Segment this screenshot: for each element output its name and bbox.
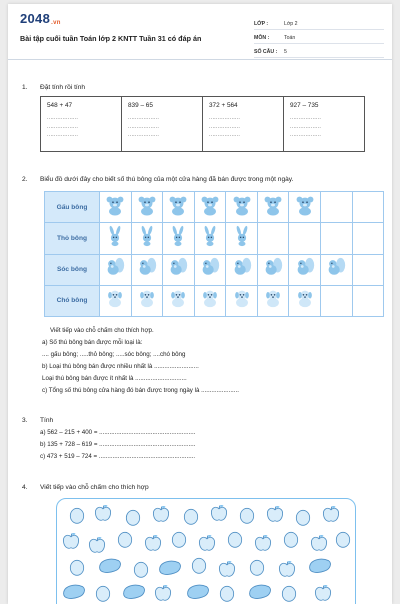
- pictograph-cell: [132, 255, 164, 285]
- puppy-icon: [167, 287, 189, 314]
- pictograph-cell: [321, 192, 353, 222]
- pictograph-cell: [226, 286, 258, 316]
- bunny-icon: [167, 225, 189, 252]
- squirrel-icon: [136, 256, 158, 283]
- q2-part-b: b) Loại thú bông bán được nhiều nhất là ..........................: [42, 363, 199, 370]
- document-title: Bài tập cuối tuần Toán lớp 2 KNTT Tuần 31 có đáp án: [20, 34, 202, 43]
- site-logo[interactable]: 2048.vn: [20, 11, 61, 26]
- fruit-picture-frame: [56, 498, 356, 604]
- pictograph-row: [45, 223, 383, 254]
- puppy-icon: [199, 287, 221, 314]
- puppy-icon: [104, 287, 126, 314]
- meta-info: [254, 16, 384, 58]
- meta-row-count: SỐ CÂU : 5: [254, 44, 384, 58]
- teddy-bear-icon: [231, 194, 253, 221]
- q3-number: 3.: [22, 417, 28, 424]
- puppy-icon: [136, 287, 158, 314]
- teddy-bear-icon: [199, 194, 221, 221]
- apple-icon: [321, 504, 341, 529]
- mango-icon: [157, 557, 183, 582]
- pictograph-cell: [353, 255, 384, 285]
- page-header: [8, 4, 392, 60]
- teddy-bear-icon: [136, 194, 158, 221]
- bunny-icon: [104, 225, 126, 252]
- apple-icon: [93, 503, 113, 528]
- pictograph-cell: [100, 255, 132, 285]
- apple-icon: [209, 503, 229, 528]
- q1-cell: 548 + 47 .................. .................. ..................: [41, 97, 122, 151]
- mango-icon: [121, 581, 147, 604]
- pictograph-cell: [321, 255, 353, 285]
- fruit-icon: [247, 557, 267, 582]
- meta-row-class: LỚP : Lớp 2: [254, 16, 384, 30]
- mango-icon: [185, 581, 211, 604]
- pictograph-cell: [258, 223, 290, 253]
- fruit-icon: [237, 505, 257, 530]
- q2-instruction: Viết tiếp vào chỗ chấm cho thích hợp.: [50, 327, 154, 334]
- teddy-bear-icon: [104, 194, 126, 221]
- mango-icon: [247, 581, 273, 604]
- fruit-icon: [93, 583, 113, 604]
- pictograph-cell: [289, 223, 321, 253]
- puppy-icon: [294, 287, 316, 314]
- pictograph-cell: [132, 192, 164, 222]
- apple-icon: [151, 504, 171, 529]
- mango-icon: [61, 581, 87, 604]
- pictograph-table: [44, 191, 384, 317]
- squirrel-icon: [199, 256, 221, 283]
- fruit-icon: [115, 529, 135, 554]
- pictograph-row: [45, 255, 383, 286]
- pictograph-cell: [100, 286, 132, 316]
- squirrel-icon: [231, 256, 253, 283]
- pictograph-cell: [163, 286, 195, 316]
- fruit-icon: [225, 529, 245, 554]
- meta-row-subject: MÔN : Toán: [254, 30, 384, 44]
- apple-icon: [313, 583, 333, 604]
- pictograph-cell: [353, 286, 384, 316]
- teddy-bear-icon: [294, 194, 316, 221]
- fruit-icon: [169, 529, 189, 554]
- pictograph-cell: [195, 255, 227, 285]
- fruit-icon: [67, 505, 87, 530]
- q1-cell: 927 – 735 .................. .................. ..................: [290, 102, 322, 138]
- q2-part-a: a) Số thú bông bán được mỗi loại là:: [42, 339, 143, 346]
- pictograph-cell: [258, 286, 290, 316]
- fruit-icon: [279, 583, 299, 604]
- q4-text: Viết tiếp vào chỗ chấm cho thích hợp: [40, 484, 149, 491]
- q1-text: Đặt tính rồi tính: [40, 84, 86, 91]
- puppy-icon: [262, 287, 284, 314]
- mango-icon: [307, 555, 333, 580]
- worksheet-page: [8, 4, 392, 604]
- puppy-icon: [231, 287, 253, 314]
- apple-icon: [277, 559, 297, 584]
- pictograph-cell: [289, 286, 321, 316]
- q1-cell: 372 + 564 .................. .................. ..................: [203, 97, 284, 151]
- pictograph-cell: [353, 192, 384, 222]
- apple-icon: [265, 504, 285, 529]
- q3-item-a: a) 562 – 215 + 400 = ........................................................: [40, 429, 196, 436]
- fruit-icon: [217, 583, 237, 604]
- pictograph-cell: [195, 192, 227, 222]
- pictograph-cell: [353, 223, 384, 253]
- squirrel-icon: [294, 256, 316, 283]
- q3-item-c: c) 473 + 519 – 724 = ........................................................: [40, 453, 196, 460]
- pictograph-cell: [289, 192, 321, 222]
- pictograph-cell: [258, 192, 290, 222]
- pictograph-row-label: Chó bông: [45, 286, 100, 316]
- q1-cell: 839 – 65 .................. .................. ..................: [122, 97, 203, 151]
- pictograph-row-label: Thỏ bông: [45, 223, 100, 253]
- pictograph-row: [45, 192, 383, 223]
- pictograph-cell: [195, 223, 227, 253]
- squirrel-icon: [167, 256, 189, 283]
- pictograph-cell: [226, 223, 258, 253]
- pictograph-row-label: Gấu bông: [45, 192, 100, 222]
- q2-part-a-blanks: .... gấu bông; .....thỏ bông; .....sóc bông; ....chó bông: [42, 351, 186, 358]
- pictograph-cell: [321, 286, 353, 316]
- bunny-icon: [199, 225, 221, 252]
- bunny-icon: [136, 225, 158, 252]
- fruit-icon: [181, 506, 201, 531]
- pictograph-cell: [321, 223, 353, 253]
- pictograph-cell: [226, 192, 258, 222]
- pictograph-row-label: Sóc bông: [45, 255, 100, 285]
- q1-table: [40, 96, 365, 152]
- pictograph-cell: [163, 192, 195, 222]
- q2-part-b2: Loại thú bông bán được ít nhất là ..............................: [42, 375, 187, 382]
- mango-icon: [97, 555, 123, 580]
- fruit-icon: [67, 557, 87, 582]
- pictograph-cell: [289, 255, 321, 285]
- pictograph-row: [45, 286, 383, 316]
- q2-part-c: c) Tổng số thú bông cửa hàng đó bán được trong ngày là ......................: [42, 387, 239, 394]
- apple-icon: [61, 531, 81, 556]
- pictograph-cell: [132, 286, 164, 316]
- pictograph-cell: [100, 223, 132, 253]
- apple-icon: [143, 533, 163, 558]
- pictograph-cell: [226, 255, 258, 285]
- q2-number: 2.: [22, 176, 28, 183]
- teddy-bear-icon: [262, 194, 284, 221]
- pictograph-cell: [163, 223, 195, 253]
- pictograph-cell: [163, 255, 195, 285]
- apple-icon: [217, 559, 237, 584]
- pictograph-cell: [100, 192, 132, 222]
- squirrel-icon: [262, 256, 284, 283]
- q4-number: 4.: [22, 484, 28, 491]
- pictograph-cell: [258, 255, 290, 285]
- pictograph-cell: [132, 223, 164, 253]
- fruit-icon: [333, 529, 353, 554]
- fruit-icon: [189, 555, 209, 580]
- squirrel-icon: [325, 256, 347, 283]
- q3-text: Tính: [40, 417, 54, 424]
- apple-icon: [253, 533, 273, 558]
- q3-item-b: b) 135 + 728 – 619 = ........................................................: [40, 441, 196, 448]
- q1-number: 1.: [22, 84, 28, 91]
- bunny-icon: [231, 225, 253, 252]
- q2-text: Biểu đồ dưới đây cho biết số thú bông của một cửa hàng đã bán được trong một ngày.: [40, 176, 294, 183]
- fruit-icon: [281, 529, 301, 554]
- pictograph-cell: [195, 286, 227, 316]
- apple-icon: [153, 583, 173, 604]
- teddy-bear-icon: [167, 194, 189, 221]
- squirrel-icon: [104, 256, 126, 283]
